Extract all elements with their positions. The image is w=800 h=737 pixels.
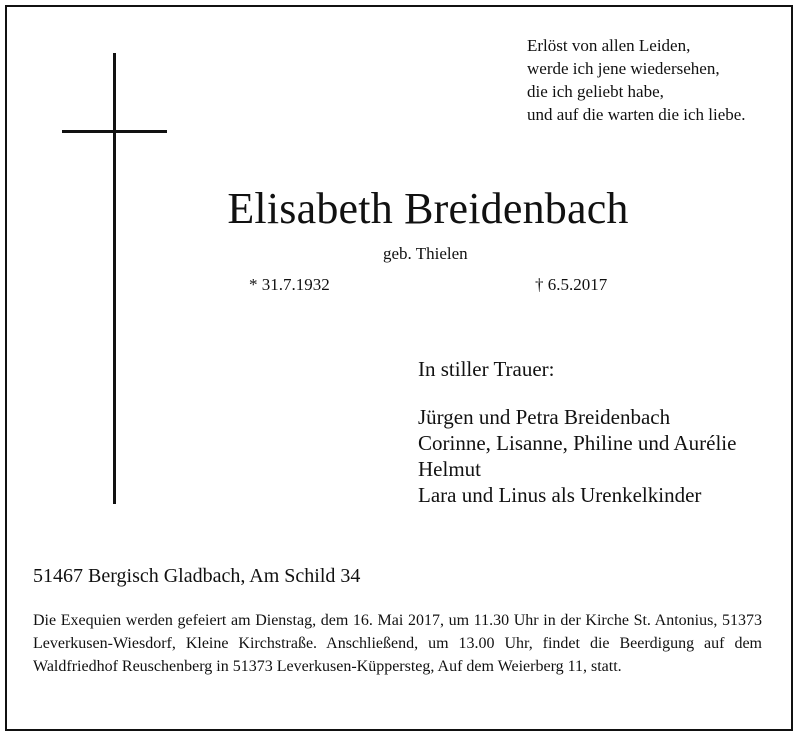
maiden-name: geb. Thielen [383,244,468,263]
quote-line: werde ich jene wiedersehen, [527,59,720,78]
death-date: † 6.5.2017 [535,275,608,294]
mourner-entry: Helmut [418,457,481,481]
deceased-name: Elisabeth Breidenbach [227,184,629,233]
birth-date: * 31.7.1932 [249,275,330,294]
quote-line: Erlöst von allen Leiden, [527,36,691,55]
quote-line: und auf die warten die ich liebe. [527,105,746,124]
memorial-quote [527,34,746,126]
cross-vertical-bar [113,53,116,504]
funeral-details: Die Exequien werden gefeiert am Dienstag, dem 16. Mai 2017, um 11.30 Uhr in der Kirche St. Antonius, 51373 Leverkusen-Wiesdorf, Kleine Kirchstraße. Anschließend, um 13.00 Uhr, findet die Beerdigung auf dem Waldfriedhof Reuschenberg in 51373 Leverkusen-Küppersteg, Auf dem Weierberg 11, statt. [33,612,762,675]
cross-horizontal-bar [62,130,167,133]
mourner-entry: Jürgen und Petra Breidenbach [418,405,671,429]
quote-line: die ich geliebt habe, [527,82,664,101]
mourner-entry: Corinne, Lisanne, Philine und Aurélie [418,431,737,455]
family-address: 51467 Bergisch Gladbach, Am Schild 34 [33,565,361,587]
mourning-heading: In stiller Trauer: [418,357,555,381]
mourner-entry: Lara und Linus als Urenkelkinder [418,483,702,507]
mourners-list [418,404,736,508]
